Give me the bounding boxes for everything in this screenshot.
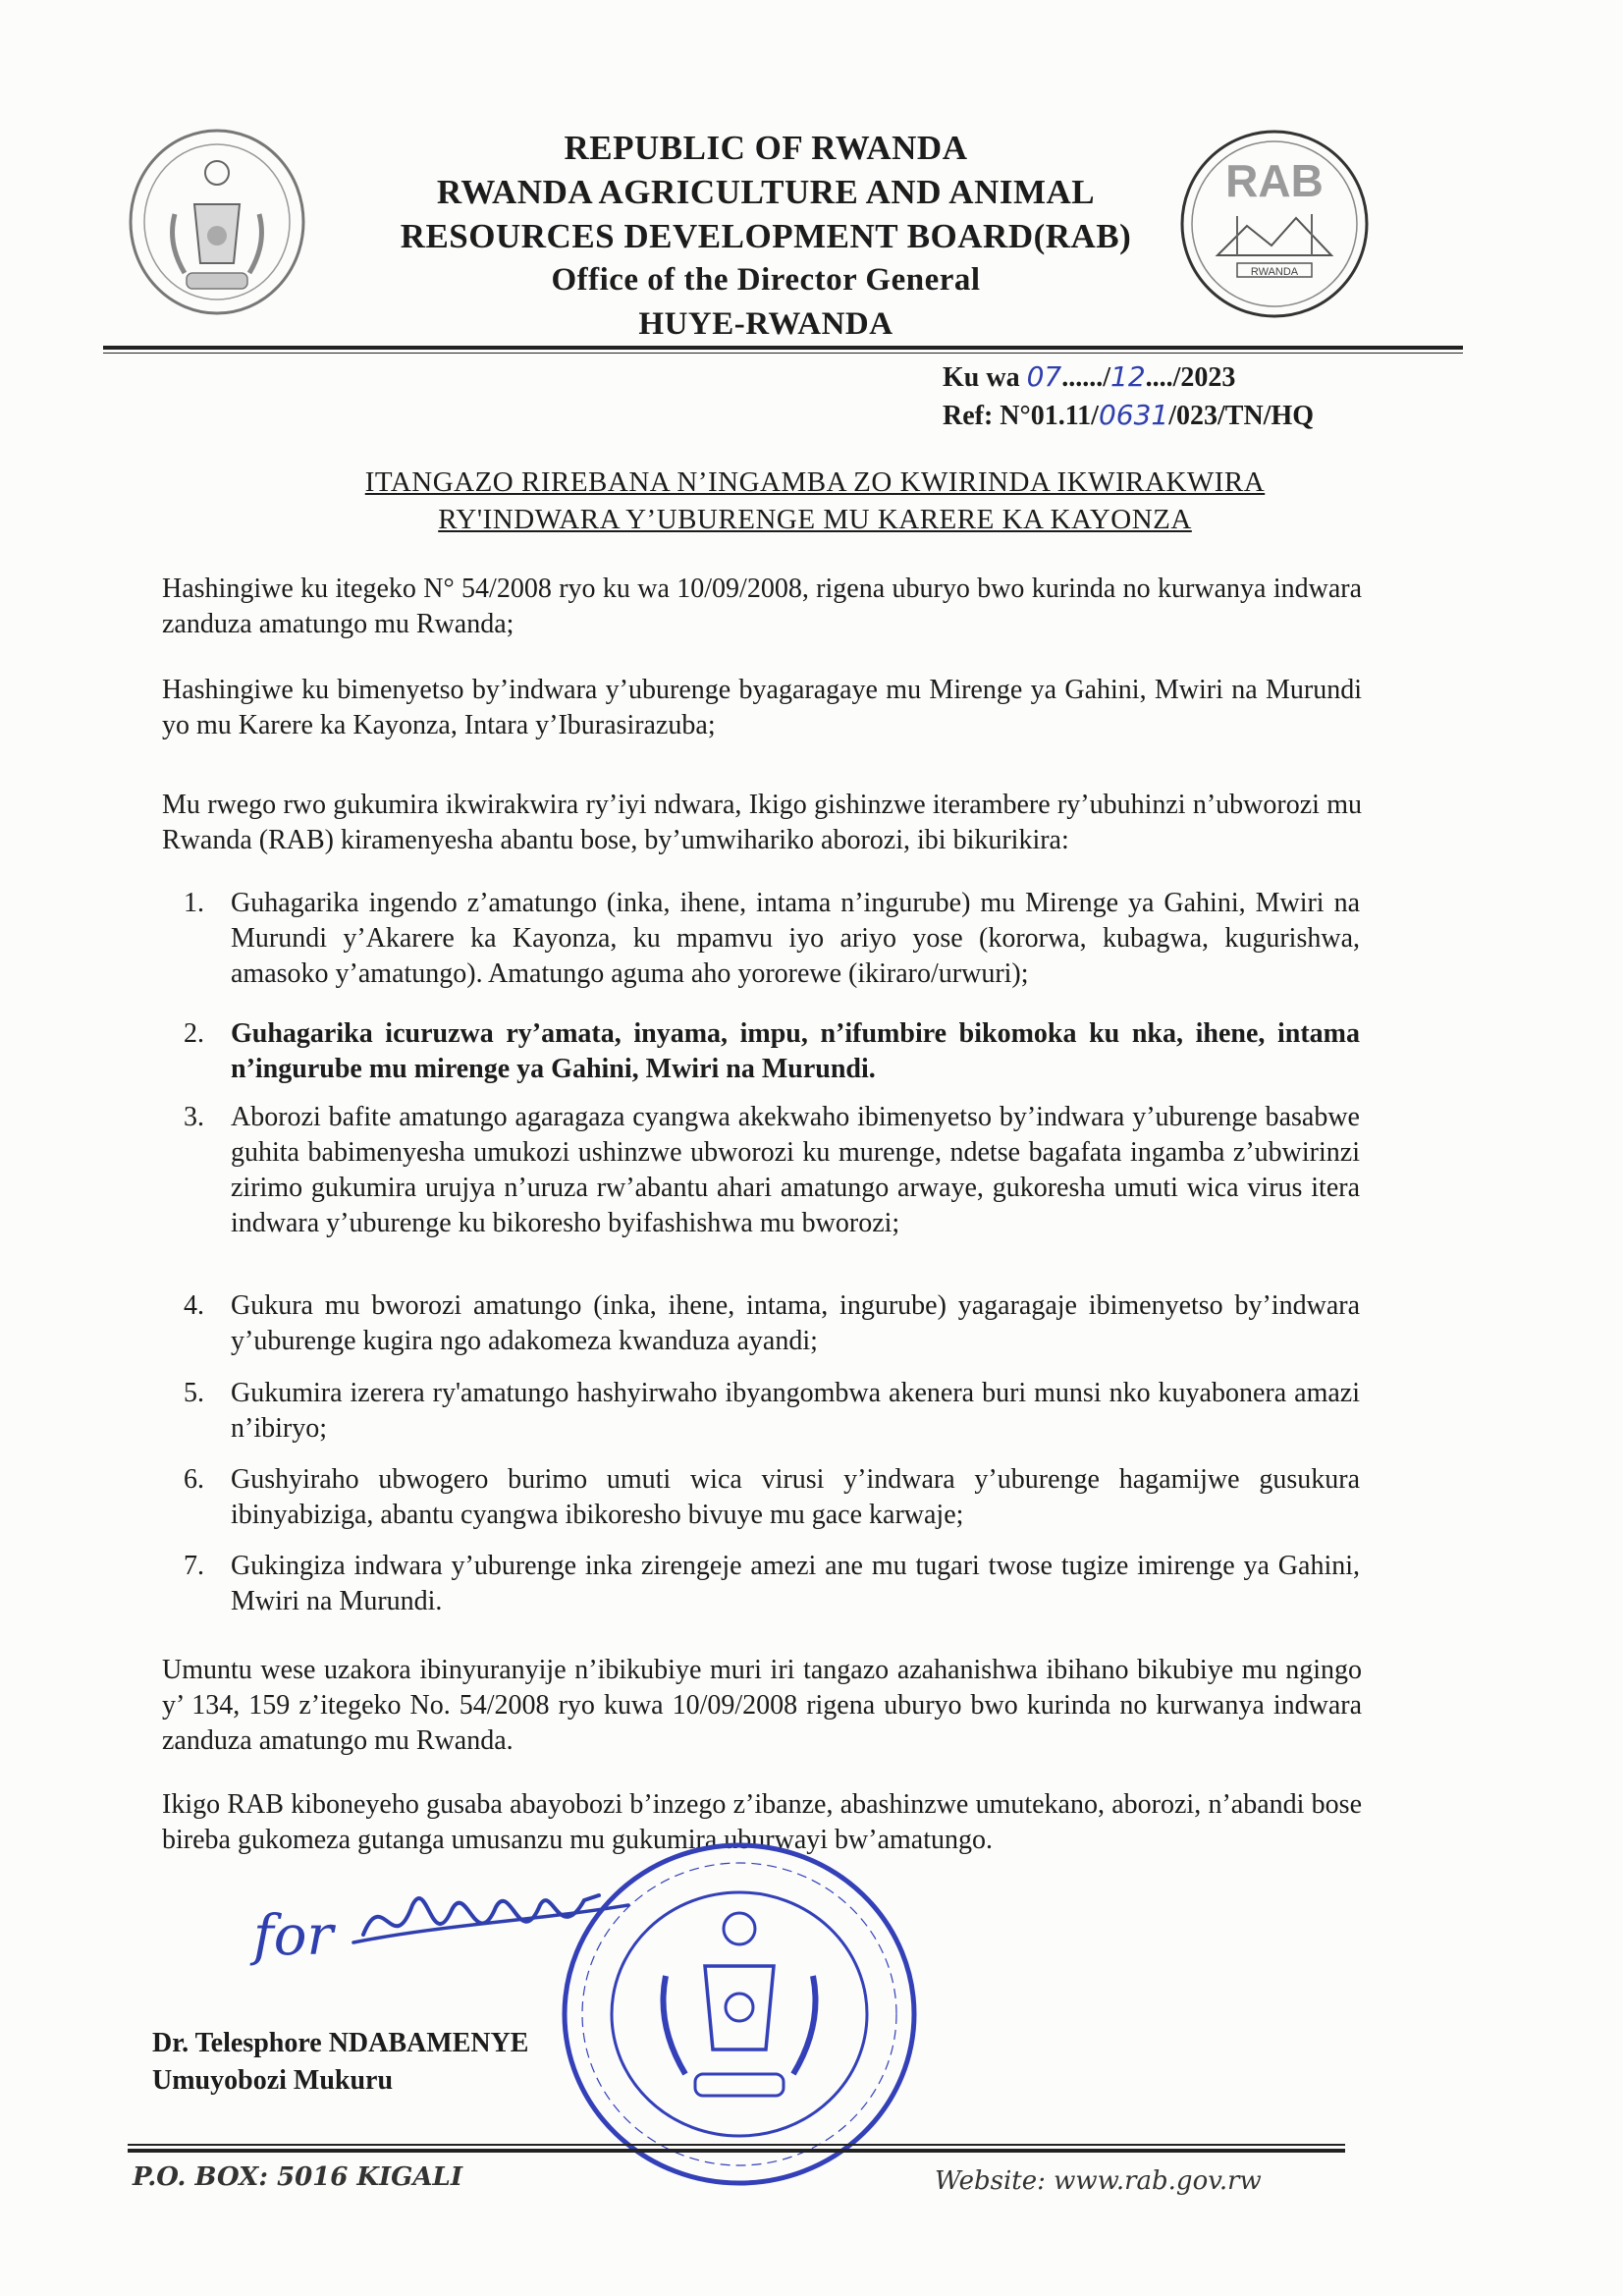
header-line-agency-1: RWANDA AGRICULTURE AND ANIMAL xyxy=(436,173,1096,211)
date-day-handwritten: 07 xyxy=(1026,360,1062,393)
footer-address: P.O. BOX: 5016 KIGALI xyxy=(133,2162,462,2192)
official-stamp xyxy=(558,1838,921,2190)
rab-logo-text: RAB xyxy=(1225,155,1324,206)
signature-for-text: for xyxy=(253,1904,334,1968)
subject-line-1: ITANGAZO RIREBANA N’INGAMBA ZO KWIRINDA IKWIRAKWIRA xyxy=(364,466,1266,498)
paragraph-penalties: Umuntu wese uzakora ibinyuranyije n’ibikubiye muri iri tangazo azahanishwa ibihano bikubiye mu ngingo y’ 134, 159 z’itegeko No. 54/2008 ryo kuwa 10/09/2008 rigena uburyo bwo kurinda no kurwanya indwara zanduza amatungo mu Rwanda. xyxy=(162,1655,1362,1756)
paragraph-symptoms-basis: Hashingiwe ku bimenyetso by’indwara y’uburenge byagaragaye mu Mirenge ya Gahini, Mwiri na Murundi yo mu Karere ka Kayonza, Intara y’Iburasirazuba; xyxy=(162,675,1362,740)
rwanda-coat-of-arms-seal xyxy=(126,126,308,318)
paragraph-announcement-intro: Mu rwego rwo gukumira ikwirakwira ry’iyi ndwara, Ikigo gishinzwe iterambere ry’ubuhinzi n’ubworozi mu Rwanda (RAB) kiramenyesha abantu bose, by’umwihariko aborozi, ibi bikurikira: xyxy=(162,790,1362,855)
reference-number-handwritten: 0631 xyxy=(1098,399,1169,431)
document-subject xyxy=(236,464,1394,538)
footer-website: Website: www.rab.gov.rw xyxy=(935,2166,1262,2196)
subject-line-2: RY'INDWARA Y’UBURENGE MU KARERE KA KAYONZA xyxy=(438,504,1192,535)
date-line: Ku wa 07....../12..../2023 xyxy=(943,360,1236,393)
header-line-location: HUYE-RWANDA xyxy=(638,306,893,342)
reference-line: Ref: N°01.11/0631/023/TN/HQ xyxy=(943,399,1315,431)
header-line-office: Office of the Director General xyxy=(551,262,981,298)
paragraph-legal-basis: Hashingiwe ku itegeko N° 54/2008 ryo ku wa 10/09/2008, rigena uburyo bwo kurinda no kurwanya indwara zanduza amatungo mu Rwanda; xyxy=(162,574,1362,639)
date-reference-block xyxy=(943,358,1314,435)
header-rule-thick xyxy=(103,346,1463,350)
signatory-block xyxy=(152,2025,528,2100)
signatory-title: Umuyobozi Mukuru xyxy=(152,2065,394,2096)
signatory-name: Dr. Telesphore NDABAMENYE xyxy=(152,2028,529,2058)
rab-logo xyxy=(1178,128,1371,320)
footer-rule-thick xyxy=(128,2149,1345,2153)
paragraph-appeal: Ikigo RAB kiboneyeho gusaba abayobozi b’inzego z’ibanze, abashinzwe umutekano, aborozi, n’abandi bose bireba gukomeza gutanga umusanzu mu gukumira uburwayi bw’amatungo. xyxy=(162,1789,1362,1855)
rab-logo-subtext: RWANDA xyxy=(1250,266,1299,278)
header-line-republic: REPUBLIC OF RWANDA xyxy=(564,129,968,167)
footer-rule-thin xyxy=(128,2144,1345,2146)
header-line-agency-2: RESOURCES DEVELOPMENT BOARD(RAB) xyxy=(400,217,1132,255)
header-rule-thin xyxy=(103,353,1463,354)
letterhead-title xyxy=(324,126,1208,347)
date-month-handwritten: 12 xyxy=(1110,360,1146,393)
